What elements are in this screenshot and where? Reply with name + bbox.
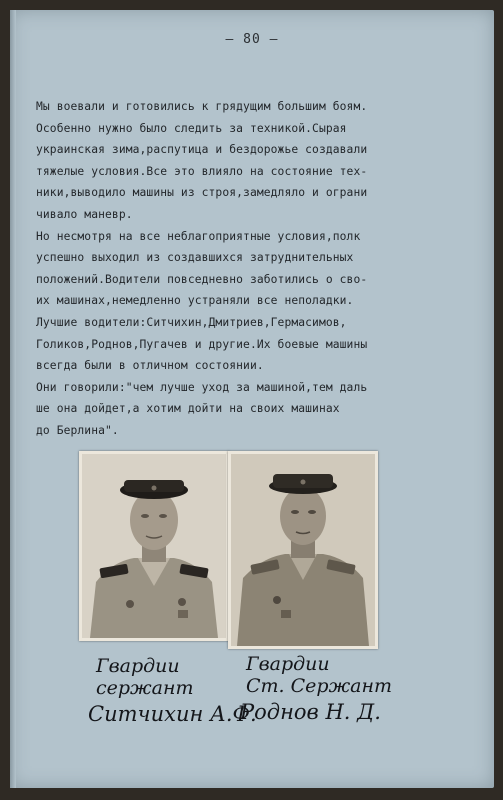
document-page (10, 10, 494, 788)
caption-right-rank-1: Гвардии (246, 653, 330, 675)
text-line: ше она дойдет,а хотим дойти на своих машинах (36, 402, 340, 416)
caption-left-rank-1: Гвардии (96, 655, 180, 677)
text-line: их машинах,немедленно устраняли все неполадки. (36, 294, 354, 308)
text-line: украинская зима,распутица и бездорожье создавали (36, 143, 368, 157)
caption-right-name: Роднов Н. Д. (240, 700, 381, 724)
caption-left-name: Ситчихин А.Ф. (88, 702, 257, 726)
soldier-portrait-illustration (231, 454, 375, 646)
text-line: чивало маневр. (36, 207, 133, 221)
typed-paragraph (36, 96, 476, 442)
text-line: до Берлина". (36, 423, 119, 437)
text-line: положений.Водители повседневно заботились о сво- (36, 272, 368, 286)
page-binding-edge (10, 10, 16, 788)
text-line: ники,выводило машины из строя,замедляло и ограни (36, 186, 368, 200)
page-number: — 80 — (225, 32, 279, 47)
text-line: всегда были в отличном состоянии. (36, 359, 264, 373)
soldier-portrait-illustration (82, 454, 226, 638)
text-line: Они говорили:"чем лучше уход за машиной,тем даль (36, 380, 368, 394)
text-line: Особенно нужно было следить за техникой.Сырая (36, 121, 347, 135)
portrait-image-right (231, 454, 375, 646)
text-line: Лучшие водители:Ситчихин,Дмитриев,Гермасимов, (36, 315, 347, 329)
caption-right-rank-2: Ст. Сержант (246, 675, 393, 697)
text-line: тяжелые условия.Все это влияло на состояние тех- (36, 164, 368, 178)
portrait-photo-right (228, 451, 378, 649)
caption-left-rank-2: сержант (96, 677, 194, 699)
portrait-image-left (82, 454, 226, 638)
text-line: Но несмотря на все неблагоприятные условия,полк (36, 229, 361, 243)
portrait-photo-left (79, 451, 229, 641)
text-line: Мы воевали и готовились к грядущим большим боям. (36, 100, 368, 113)
text-line: Голиков,Роднов,Пугачев и другие.Их боевые машины (36, 337, 368, 351)
text-line: успешно выходил из создавшихся затруднительных (36, 251, 354, 265)
